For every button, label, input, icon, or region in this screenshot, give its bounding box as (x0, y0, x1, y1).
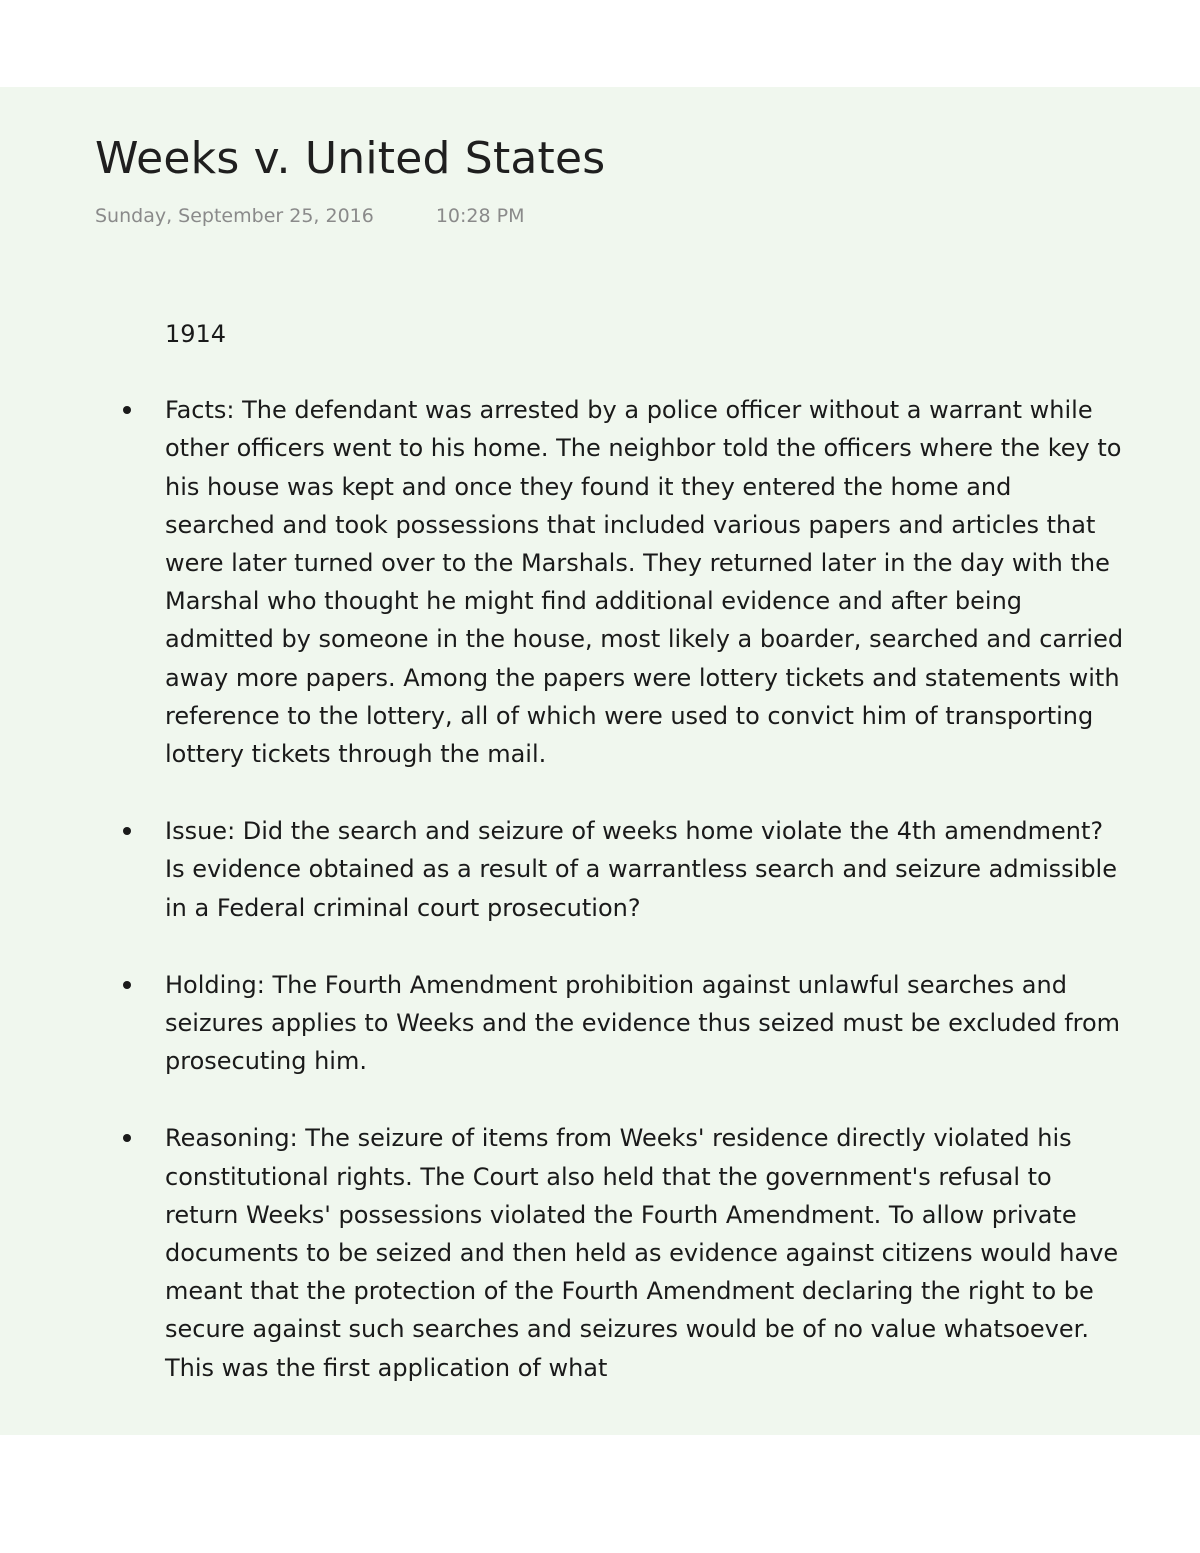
list-item-reasoning (165, 1119, 1125, 1386)
issue-text: Issue: Did the search and seizure of weeks home violate the 4th amendment? Is evidence obtained as a result of a warrantless search and seizure admissible in a Federal criminal court prosecution? (165, 817, 1117, 922)
note-body (165, 315, 1125, 1426)
case-year: 1914 (165, 320, 227, 348)
list-item-issue (165, 812, 1125, 927)
reasoning-text: Reasoning: The seizure of items from Weeks' residence directly violated his constitutional rights. The Court also held that the government's refusal to return Weeks' possessions violated the Fourth Amendment. To allow private documents to be seized and then held as evidence against citizens would have meant that the protection of the Fourth Amendment declaring the right to be secure against such searches and seizures would be of no value whatsoever. This was the first application of what (165, 1124, 1119, 1382)
bullet-icon (123, 406, 131, 414)
bullet-icon (123, 981, 131, 989)
note-timestamp (95, 205, 525, 227)
page-title: Weeks v. United States (95, 133, 606, 184)
facts-text: Facts: The defendant was arrested by a police officer without a warrant while other officers went to his home. The neighbor told the officers where the key to his house was kept and once they found it they entered the home and searched and took possessions that included various papers and articles that were later turned over to the Marshals. They returned later in the day with the Marshal who thought he might find additional evidence and after being admitted by someone in the house, most likely a boarder, searched and carried away more papers. Among the papers were lottery tickets and statements with reference to the lottery, all of which were used to convict him of transporting lottery tickets through the mail. (165, 396, 1124, 769)
note-date: Sunday, September 25, 2016 (95, 205, 374, 227)
bullet-icon (123, 1134, 131, 1142)
list-item-facts (165, 391, 1125, 773)
bullet-list (165, 391, 1125, 1387)
bullet-icon (123, 827, 131, 835)
list-item-holding (165, 966, 1125, 1081)
note-page (0, 87, 1200, 1435)
note-time: 10:28 PM (435, 205, 525, 227)
holding-text: Holding: The Fourth Amendment prohibition against unlawful searches and seizures applies to Weeks and the evidence thus seized must be excluded from prosecuting him. (165, 970, 1121, 1076)
